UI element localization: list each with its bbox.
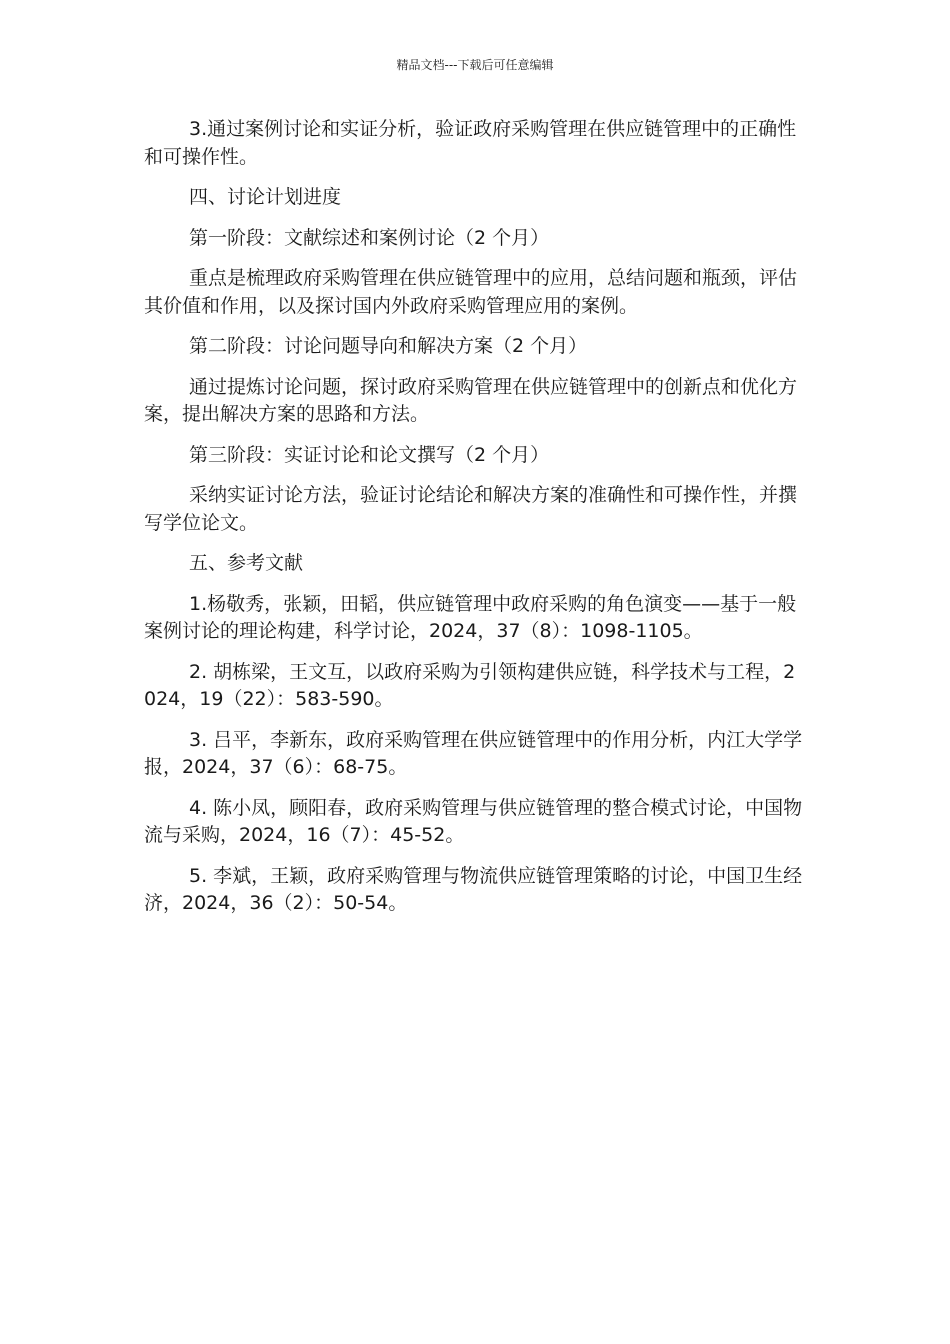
reference-item-1: 1.杨敬秀，张颖，田韬，供应链管理中政府采购的角色演变——基于一般案例讨论的理论构建，科学讨论，2024，37（8）：1098-1105。 <box>144 592 797 642</box>
page-header: 精品文档---下载后可任意编辑 <box>396 58 554 72</box>
reference-item-2: 2. 胡栋梁，王文互，以政府采购为引领构建供应链，科学技术与工程，2024，19（22）：583-590。 <box>144 660 796 710</box>
reference-item-4: 4. 陈小凤，顾阳春，政府采购管理与供应链管理的整合模式讨论，中国物流与采购，2024，16（7）：45-52。 <box>144 796 803 846</box>
phase-2-description: 通过提炼讨论问题，探讨政府采购管理在供应链管理中的创新点和优化方案，提出解决方案的思路和方法。 <box>144 375 798 425</box>
phase-1-description: 重点是梳理政府采购管理在供应链管理中的应用，总结问题和瓶颈，评估其价值和作用，以及探讨国内外政府采购管理应用的案例。 <box>144 267 798 317</box>
phase-2-title: 第二阶段：讨论问题导向和解决方案（2 个月） <box>189 335 588 357</box>
section-heading-schedule: 四、讨论计划进度 <box>189 186 342 208</box>
reference-item-3: 3. 吕平，李新东，政府采购管理在供应链管理中的作用分析，内江大学学报，2024，37（6）：68-75。 <box>144 728 803 778</box>
reference-item-5: 5. 李斌，王颖，政府采购管理与物流供应链管理策略的讨论，中国卫生经济，2024，36（2）：50-54。 <box>144 864 803 914</box>
section-heading-references: 五、参考文献 <box>189 552 304 574</box>
phase-3-title: 第三阶段：实证讨论和论文撰写（2 个月） <box>189 443 550 466</box>
objective-item-3: 3.通过案例讨论和实证分析，验证政府采购管理在供应链管理中的正确性和可操作性。 <box>144 118 797 168</box>
phase-1-title: 第一阶段：文献综述和案例讨论（2 个月） <box>189 226 550 249</box>
phase-3-description: 采纳实证讨论方法，验证讨论结论和解决方案的准确性和可操作性，并撰写学位论文。 <box>144 484 798 534</box>
document-body <box>144 116 804 931</box>
